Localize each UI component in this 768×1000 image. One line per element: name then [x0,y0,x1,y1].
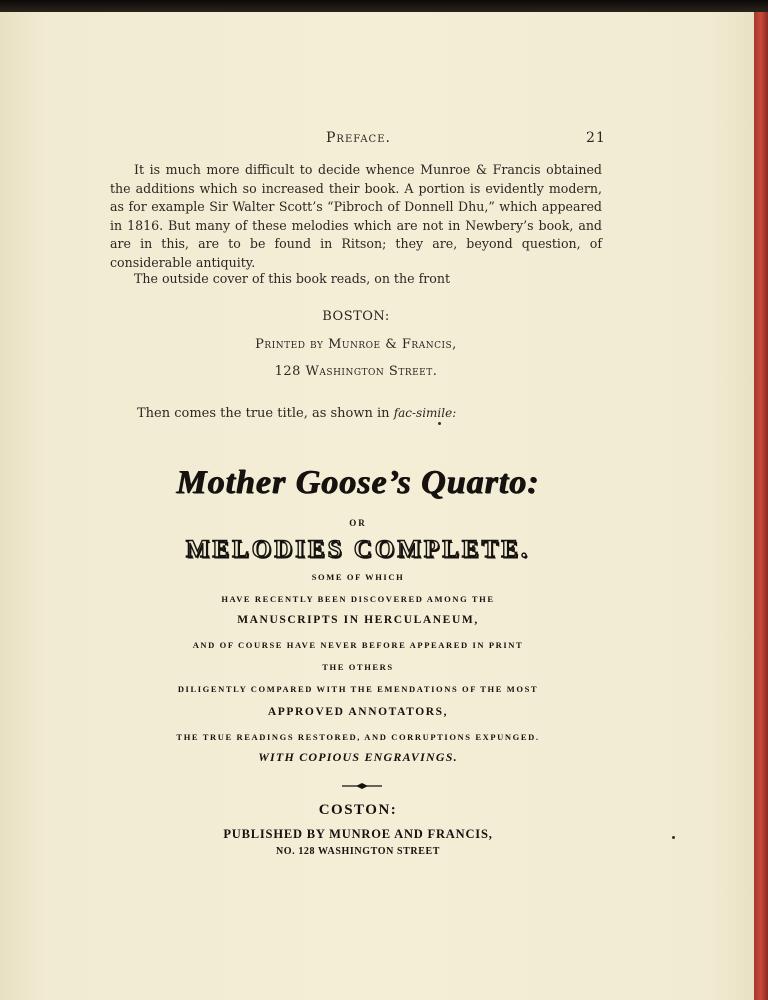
facsimile-subtitle: MELODIES COMPLETE. [185,536,531,563]
cover-line-printed-by: Printed by Munroe & Francis, [255,337,457,352]
facsimile-line: THE OTHERS [322,662,394,672]
facsimile-imprint-city: COSTON: [318,802,398,818]
body-paragraph-1: It is much more difficult to decide whence Munroe & Francis obtained the additions which so increased their book. A portion is evidently modern, as for example Sir Walter Scott’s “Pibroch of Donnell Dhu,” which appeared in 1816. But many of these melodies which are not in Newbery’s book, and are in this, are to be found in Ritson; they are, beyond question, of considerable antiquity. [110,162,602,270]
facsimile-line: MANUSCRIPTS IN HERCULANEUM, [237,614,479,626]
facsimile-imprint-address: NO. 128 WASHINGTON STREET [275,846,441,857]
book-edge [754,12,768,1000]
facsimile-intro-text: Then comes the true title, as shown in [137,406,394,421]
cover-line-boston: BOSTON: [322,309,390,324]
facsimile-main-title: Mother Goose’s Quarto: [176,464,540,501]
facsimile-line: SOME OF WHICH [311,572,405,582]
facsimile-line: THE TRUE READINGS RESTORED, AND CORRUPTIONS EXPUNGED. [176,732,540,742]
body-paragraph-2: The outside cover of this book reads, on the front [134,271,450,286]
facsimile-or: OR [349,518,367,528]
scan-top-border [0,0,768,12]
facsimile-title-page [0,12,754,1000]
running-head-title: Preface. [326,130,391,146]
facsimile-line: HAVE RECENTLY BEEN DISCOVERED AMONG THE [221,594,495,604]
page-number: 21 [586,130,606,146]
book-page [0,12,754,1000]
ornament-rule-icon [342,783,382,789]
facsimile-line: WITH COPIOUS ENGRAVINGS. [258,750,458,764]
facsimile-line: DILIGENTLY COMPARED WITH THE EMENDATIONS OF THE MOST [177,684,539,694]
cover-line-address: 128 Washington Street. [274,364,438,379]
facsimile-imprint-publisher: PUBLISHED BY MUNROE AND FRANCIS, [223,827,493,841]
facsimile-line: APPROVED ANNOTATORS, [267,706,449,718]
facsimile-line: AND OF COURSE HAVE NEVER BEFORE APPEARED IN PRINT [192,640,524,650]
facsimile-intro-italic: fac-simile: [393,406,457,420]
